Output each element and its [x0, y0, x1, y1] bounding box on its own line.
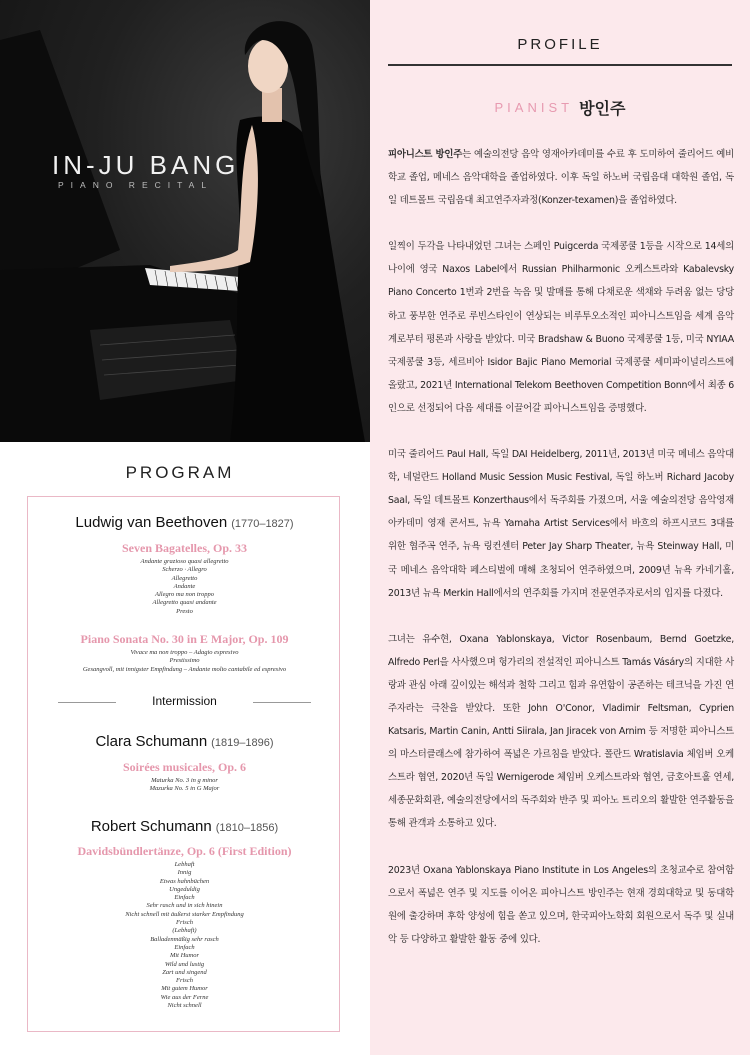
- bio-lead-rest: 는 예술의전당 음악 영재아카데미를 수료 후 도미하여 줄리어드 예비학교 졸업, 메네스 음악대학을 졸업하였다. 이후 독일 하노버 국립음대 대학원 졸업, 독일 데트몰트 국립음대 최고연주자과정(Konzer-texamen)을 졸업하였다.: [388, 149, 734, 207]
- profile-divider: [388, 64, 732, 66]
- movement: Andante: [173, 582, 196, 590]
- movement: Balladenmäßig sehr rasch: [150, 935, 219, 943]
- composer-name: Clara Schumann: [95, 733, 208, 750]
- composer-name: Ludwig van Beethoven: [75, 514, 228, 531]
- movement: Einfach: [174, 943, 195, 951]
- program-box: [27, 496, 340, 1032]
- composer-name: Robert Schumann: [90, 818, 212, 835]
- movement-list: [28, 649, 341, 674]
- pianist-at-piano-illustration: [0, 0, 370, 442]
- movement: Presto: [176, 607, 193, 615]
- work-title: Seven Bagatelles, Op. 33: [122, 541, 247, 555]
- work-title: Soirées musicales, Op. 6: [123, 760, 246, 774]
- composer-beethoven: [28, 514, 341, 531]
- movement: Allegretto quasi andante: [152, 599, 217, 607]
- biography: [388, 143, 734, 974]
- pianist-name: 방인주: [579, 99, 626, 118]
- movement: Etwas hahnbüchen: [159, 877, 210, 885]
- movement: Innig: [177, 869, 192, 877]
- movement-list: [28, 558, 341, 616]
- movement: Wie aus der Ferne: [160, 993, 209, 1001]
- movement-list: [28, 861, 341, 1010]
- bio-lead: 피아니스트 방인주: [388, 149, 463, 160]
- intermission-divider: [58, 694, 311, 710]
- composer-clara-schumann: [28, 733, 341, 750]
- movement: Mit Humor: [169, 952, 200, 960]
- movement-list: [28, 777, 341, 794]
- composer-years: (1810–1856): [215, 822, 279, 834]
- pianist-title: [370, 96, 750, 119]
- movement: Scherzo · Allegro: [162, 566, 207, 574]
- profile-panel: [370, 0, 750, 1055]
- work-title: Piano Sonata No. 30 in E Major, Op. 109: [80, 632, 289, 646]
- movement: Mazurka No. 5 in G Major: [149, 785, 220, 793]
- program-heading: PROGRAM: [125, 463, 235, 482]
- cover-photo: [0, 0, 370, 442]
- pianist-label: PIANIST: [494, 100, 574, 115]
- bio-paragraph: 미국 줄리어드 Paul Hall, 독일 DAI Heidelberg, 2011년, 2013년 미국 메네스 음악대학, 네덜란드 Holland Music Session Music Festival, 독일 하노버 Richard Jacoby Saal, 독일 데트몰트 Konzerthaus에서 독주회를 가졌으며, 서울 예술의전당 음악영재아카데미 영재 콘서트, 뉴욕 Yamaha Artist Services에서 바흐의 하프시코드 3대를 위한 협주곡 연주, 뉴욕 링컨센터 Peter Jay Sharp Theater, 뉴욕 Steinway Hall, 미국 메네스 음악대학 페스티벌에 매해 초청되어 연주하였으며, 2009년 뉴욕 카네기홀, 2013년 뉴욕 Merkin Hall에서의 연주회를 가지며 전문연주자로서의 입지를 다졌다.: [388, 449, 734, 599]
- movement: Frisch: [176, 919, 193, 927]
- movement: Allegro ma non troppo: [155, 591, 214, 599]
- recital-title: IN-JU BANG: [52, 150, 240, 180]
- movement: Einfach: [174, 894, 195, 902]
- movement: Allegretto: [171, 574, 198, 582]
- composer-years: (1819–1896): [211, 737, 274, 749]
- movement: (Lebhaft): [172, 927, 197, 935]
- movement: Ungeduldig: [169, 885, 200, 893]
- movement: Zart und singend: [162, 968, 207, 976]
- movement: Nicht schnell: [167, 1002, 202, 1010]
- movement: Wild und lustig: [164, 960, 205, 968]
- work-title: Davidsbündlertänze, Op. 6 (First Edition): [77, 844, 292, 858]
- bio-paragraph: 그녀는 유수현, Oxana Yablonskaya, Victor Rosenbaum, Bernd Goetzke, Alfredo Perl을 사사했으며 헝가리의 전설적인 피아니스트 Tamás Vásáry의 지대한 사랑과 관심 아래 깊이있는 해석과 철학 그리고 힘과 유연함이 공존하는 테크닉을 가진 연주자라는 극찬을 받았다. 또한 John O'Conor, Vladimir Feltsman, Cyprien Katsaris, Martin Canin, Antti Siirala, Jan Jiracek von Arnim 등 저명한 피아니스트의 마스터클래스에 참가하여 폭넓은 가르침을 받았다. 폴란드 Wratislavia 체임버 오케스트라 협연, 2020년 독일 Wernigerode 체임버 오케스트라와 협연, 금호아트홀 연세, 세종문화회관, 예술의전당에서의 독주회와 반주 및 피아노 트리오의 활발한 연주활동을 통해 관객과 소통하고 있다.: [388, 633, 734, 830]
- bio-paragraph: 2023년 Oxana Yablonskaya Piano Institute in Los Angeles의 초청교수로 참여함으로서 폭넓은 연주 및 지도를 이어온 피아니스트 방인주는 현재 경희대학교 및 동대학원에 출강하며 후학 양성에 힘을 쏟고 있으며, 한국피아노학회 회원으로서 독주 및 실내악 등 다양하고 활발한 활동 중에 있다.: [388, 864, 734, 945]
- movement: Nicht schnell mit äußerst starker Empfindung: [125, 910, 244, 918]
- divider-line: [253, 702, 311, 703]
- composer-robert-schumann: [28, 818, 341, 835]
- bio-paragraph: 일찍이 두각을 나타내었던 그녀는 스페인 Puigcerda 국제콩쿨 1등을 시작으로 14세의 나이에 영국 Naxos Label에서 Russian Philharmonic 오케스트라와 Kabalevsky Piano Concerto 1번과 2번을 녹음 및 발매를 통해 다채로운 색채와 두려움 없는 당당하고 풍부한 연주로 루빈스타인이 연상되는 비루투오소적인 피아니스트임을 세계 음악계로부터 평론과 사랑을 받았다. 미국 Bradshaw & Buono 국제콩쿨 1등, 미국 NYIAA 국제콩쿨 3등, 세르비아 Isidor Bajic Piano Memorial 국제콩쿨 세미파이널리스트에 올랐고, 2021년 International Telekom Beethoven Competition Bonn에서 최종 6인으로 선정되어 다음 세대를 이끌어갈 피아니스트임을 증명했다.: [388, 241, 734, 414]
- bio-paragraph: [388, 143, 734, 212]
- movement: Maturka No. 3 in g minor: [151, 777, 218, 784]
- movement: Prestissimo: [169, 657, 200, 665]
- movement: Sehr rasch und in sich hinein: [146, 902, 223, 910]
- movement: Andante grazioso quasi allegretto: [140, 558, 229, 565]
- composer-years: (1770–1827): [231, 518, 294, 530]
- profile-heading: PROFILE: [517, 36, 603, 53]
- movement: Gesangvoll, mit innigster Empfindung – Andante molto cantabile ed espresivo: [82, 665, 287, 673]
- movement: Vivace ma non troppo – Adagio espresivo: [130, 649, 239, 656]
- intermission-label: Intermission: [152, 694, 217, 708]
- movement: Frisch: [176, 977, 193, 985]
- movement: Mit gutem Humor: [161, 985, 208, 993]
- movement: Lebhaft: [174, 861, 195, 868]
- recital-subtitle: PIANO RECITAL: [58, 180, 214, 190]
